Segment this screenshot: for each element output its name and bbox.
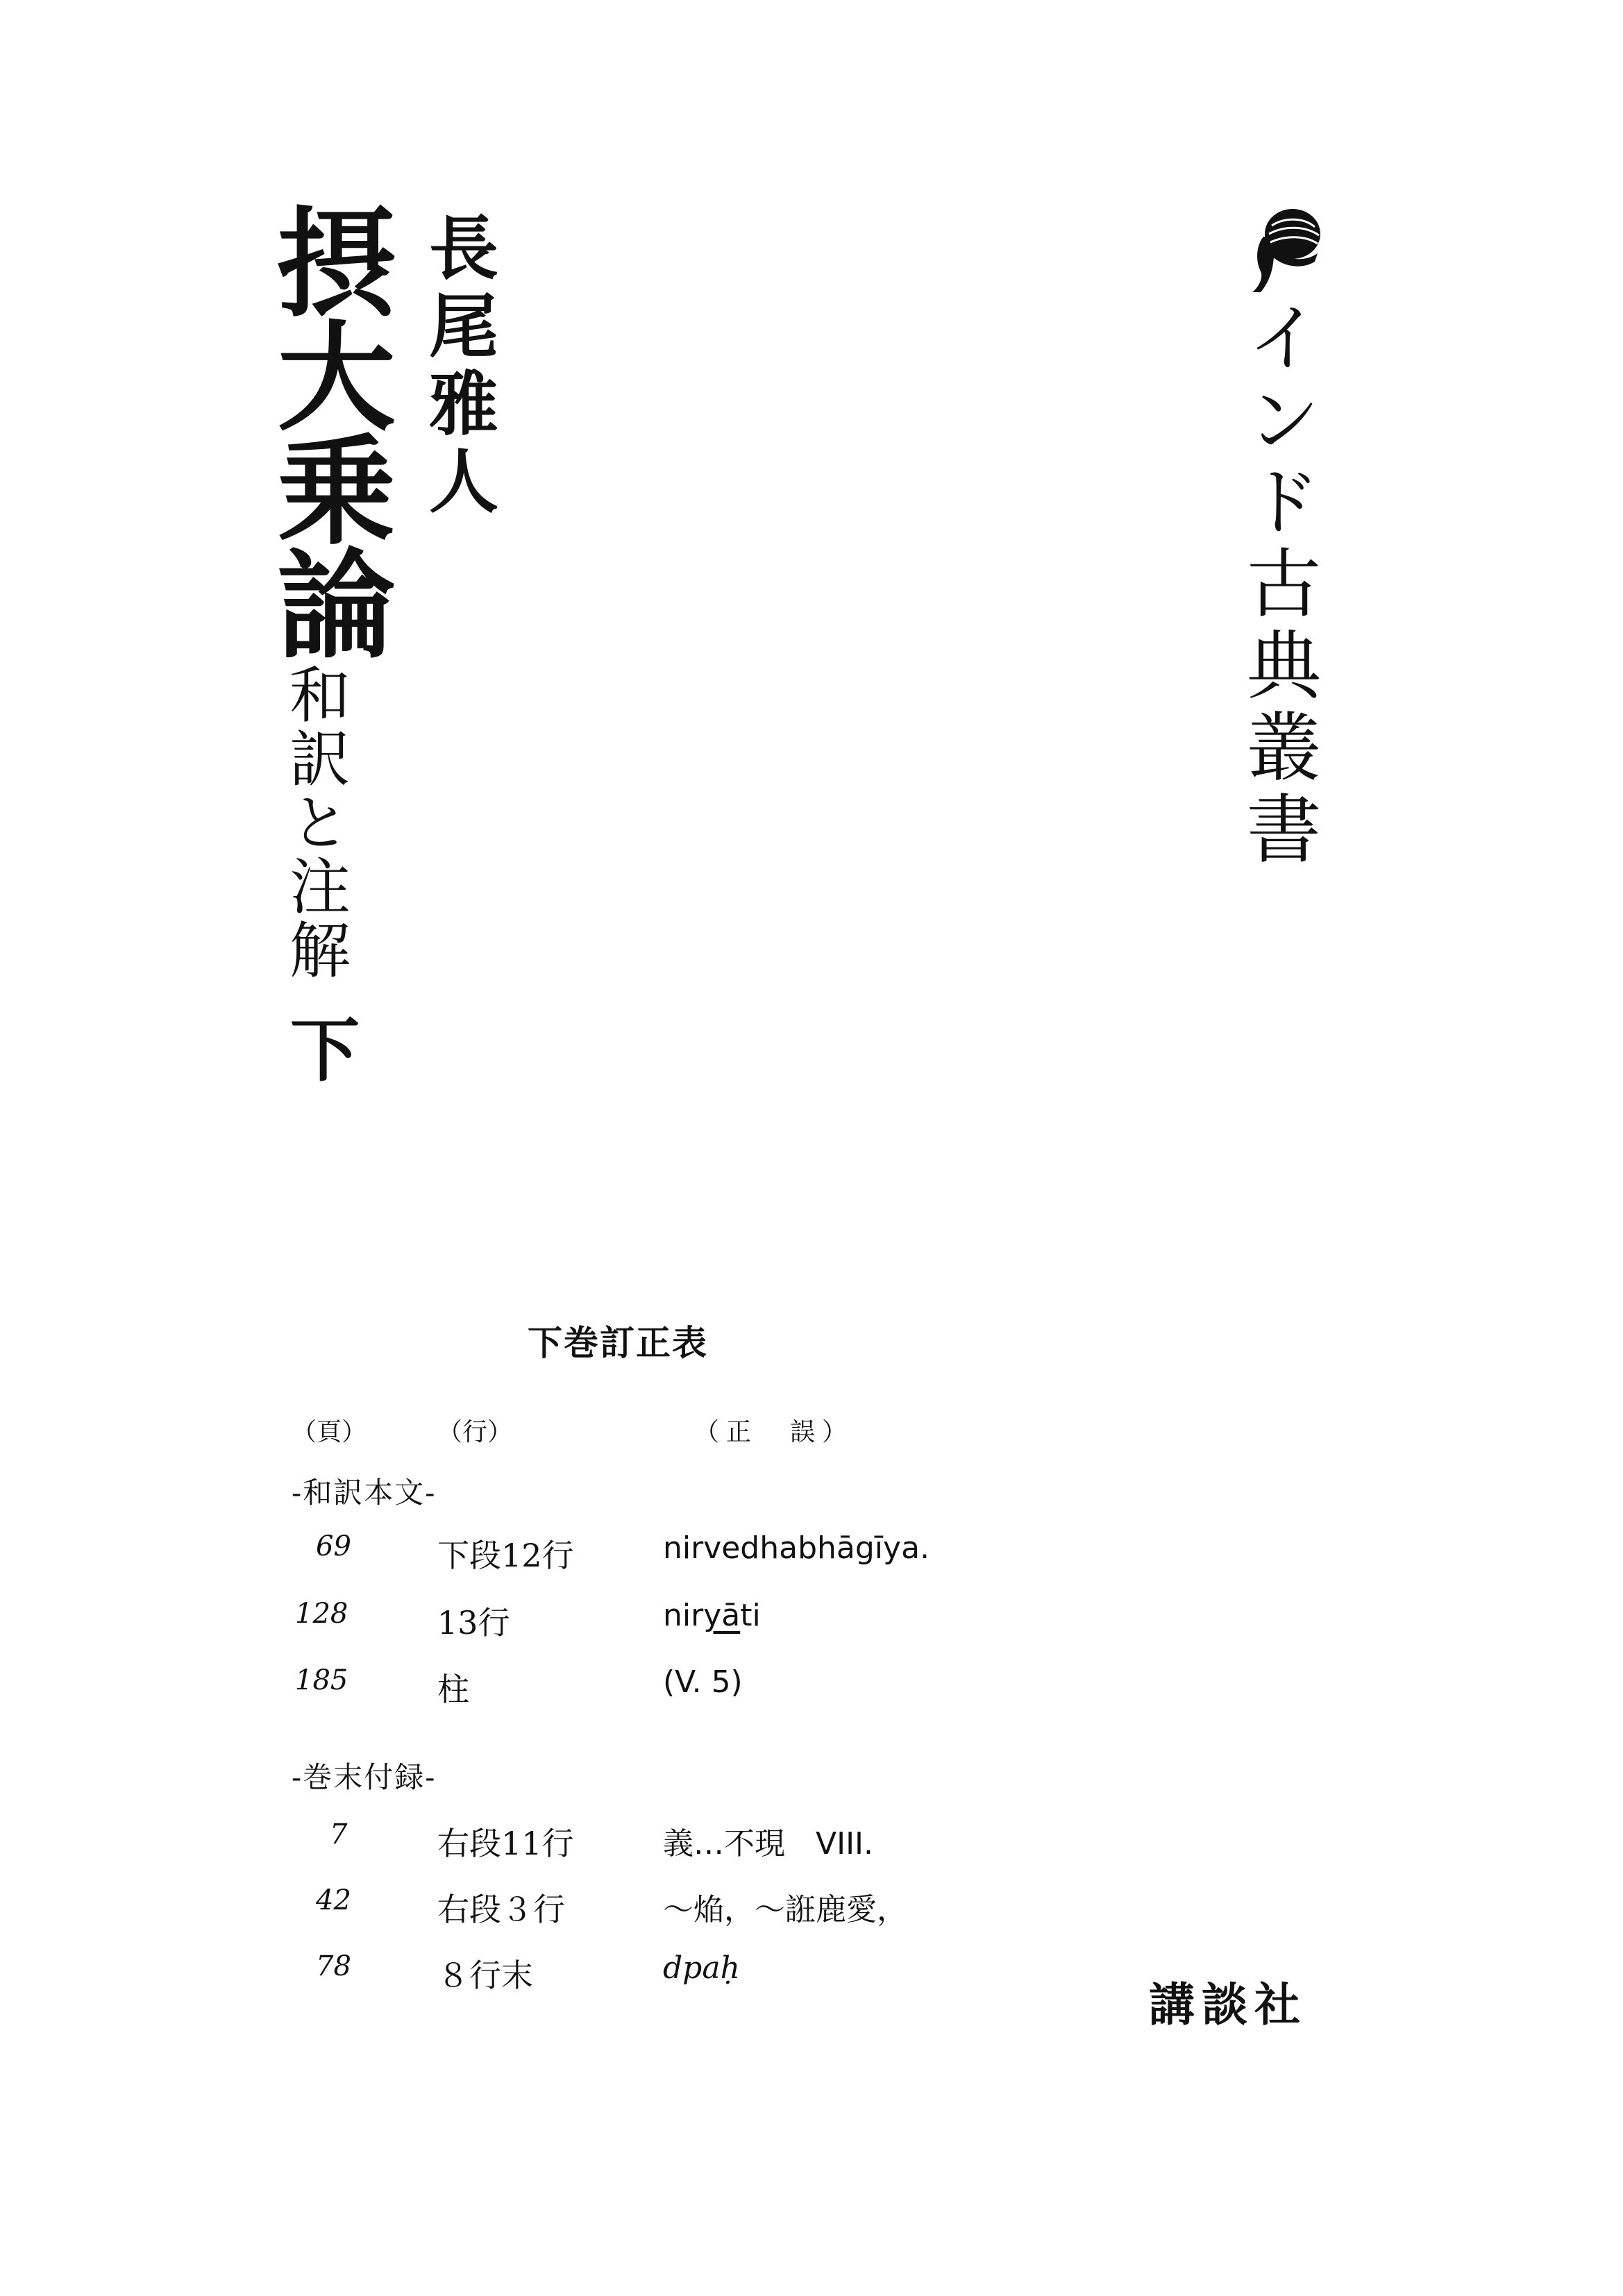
- row-correction: ～焔，～誑鹿愛，: [663, 1892, 907, 1927]
- section-label: -巻末付録-: [292, 1760, 437, 1794]
- row-line: 柱: [437, 1671, 469, 1708]
- row-correction: 義…不現 VIII.: [663, 1826, 874, 1862]
- errata-row: [0, 1530, 1623, 1586]
- column-header-line: （行）: [437, 1418, 513, 1446]
- errata-title: 下巻訂正表: [528, 1322, 708, 1363]
- column-header-correction: （正 誤）: [694, 1418, 855, 1446]
- row-correction: (V. 5): [663, 1664, 743, 1700]
- errata-row: [0, 1950, 1623, 2006]
- row-page: 185: [295, 1664, 348, 1696]
- row-page: 69: [316, 1530, 351, 1562]
- row-correction: dpaḥ: [663, 1950, 740, 1986]
- series-name: インド古典叢書: [1234, 298, 1320, 872]
- row-line: 右段11行: [437, 1825, 574, 1862]
- section-label: -和訳本文-: [292, 1476, 437, 1510]
- column-header-page: （頁）: [292, 1418, 367, 1446]
- row-page: 7: [330, 1818, 348, 1850]
- errata-row: [0, 1664, 1623, 1720]
- author-name: 長尾雅人: [417, 212, 499, 523]
- errata-row: [0, 1884, 1623, 1940]
- row-correction: nirvedhabhāgīya.: [663, 1530, 930, 1566]
- hair-bun-head-icon: [1243, 205, 1326, 295]
- row-page: 42: [316, 1884, 351, 1916]
- row-line: 13行: [437, 1604, 510, 1641]
- publisher-name: 講談社: [1149, 1977, 1307, 2032]
- errata-row: [0, 1598, 1623, 1653]
- row-correction: niryāti: [663, 1598, 761, 1633]
- book-title: 摂大乗論: [257, 201, 396, 657]
- errata-row: [0, 1818, 1623, 1874]
- row-page: 78: [316, 1950, 351, 1982]
- row-line: 右段３行: [437, 1891, 565, 1928]
- row-line: ８行末: [437, 1957, 533, 1994]
- row-page: 128: [295, 1598, 348, 1630]
- volume-label: 下: [278, 1013, 360, 1083]
- row-line: 下段12行: [437, 1537, 574, 1574]
- book-subtitle: 和訳と注解: [280, 663, 351, 982]
